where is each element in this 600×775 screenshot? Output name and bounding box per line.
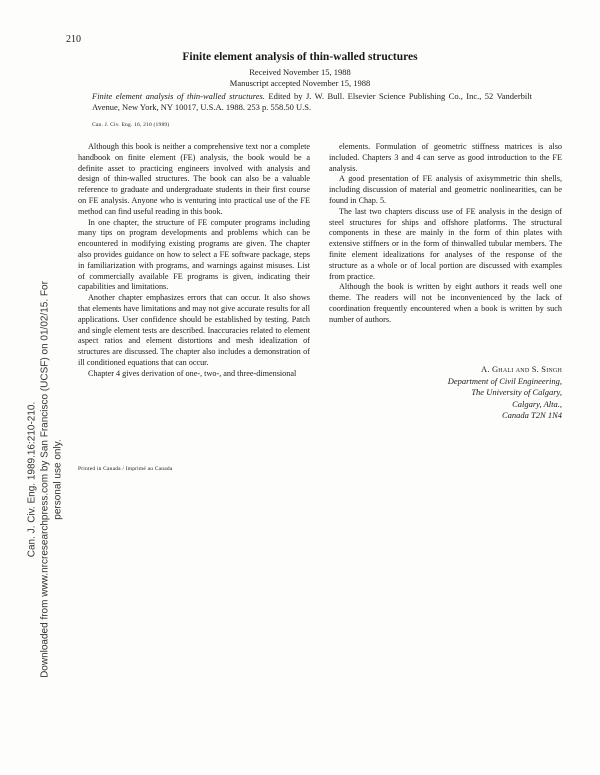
left-column xyxy=(78,142,310,380)
reviewer-department: Department of Civil Engineering, xyxy=(447,375,562,386)
reviewer-names: A. Ghali and S. Singh xyxy=(480,364,562,374)
review-title: Finite element analysis of thin-walled structures xyxy=(182,51,418,63)
accepted-line: Manuscript accepted November 15, 1988 xyxy=(229,77,371,88)
right-column xyxy=(329,142,562,326)
reviewer-country: Canada T2N 1N4 xyxy=(502,410,562,420)
journal-short-citation: Can. J. Civ. Eng. 16, 210 (1989) xyxy=(92,122,170,128)
download-watermark xyxy=(26,270,65,690)
paragraph: Chapter 4 gives derivation of one-, two-, and three-dimensional xyxy=(88,368,297,378)
citation-details: Edited by J. W. Bull. Elsevier Science Publishing Co., Inc., 52 Vanderbilt Avenue, New York, NY 10017, U.S.A. 1988. 253 p. 558.50 U.S. xyxy=(92,91,532,112)
paragraph: A good presentation of FE analysis of axisymmetric thin shells, including discussion of material and geometric nonlinearities, can be found in Chap. 5. xyxy=(329,174,562,205)
paragraph: Another chapter emphasizes errors that can occur. It also shows that elements have limitations and may not give accurate results for all applications. User confidence should be established by testing. Patch and single element tests are described. Inaccuracies related to element aspect ratios and element distortions and mesh idealization of structures are discussed. The chapter also includes a demonstration of ill conditioned equations that can occur. xyxy=(78,293,310,367)
received-line: Received November 15, 1988 xyxy=(249,67,351,77)
watermark-line-download: Downloaded from www.nrcresearchpress.com by San Francisco (UCSF) on 01/02/15. For personal use only. xyxy=(39,281,64,678)
paragraph: In one chapter, the structure of FE computer programs including many tips on program developments and problems which can be encountered in modifying existing programs are given. The chapter also provides guidance on how to select a FE software package, steps in familiarization with programs, and warnings against misuses. List of commercially available FE programs is given, indicating their capabilities and limitations. xyxy=(78,217,310,292)
reviewer-city: Calgary, Alta., xyxy=(512,398,562,409)
paragraph: Although the book is written by eight authors it reads well one theme. The readers will not be inconvenienced by the lack of coordination frequently encountered when a book is written by such number of authors. xyxy=(329,282,562,324)
reviewer-signature xyxy=(380,364,562,422)
book-citation xyxy=(92,91,532,112)
reviewer-university: The University of Calgary, xyxy=(471,387,562,397)
page-number: 210 xyxy=(66,34,81,45)
watermark-line-citation: Can. J. Civ. Eng. 1989.16:210-210. xyxy=(26,401,38,558)
paragraph: Although this book is neither a comprehensive text nor a complete handbook on finite element (FE) analysis, the book would be a definite asset to practicing engineers involved with analysis and design of thin-walled structures. The book can also be a valuable reference to graduate and undergraduate students in their first course on FE analysis. Anyone who is venturing into practical use of the FE method can find useful reading in this book. xyxy=(78,142,310,216)
printed-footnote: Printed in Canada / Imprimé au Canada xyxy=(78,466,173,472)
paragraph: elements. Formulation of geometric stiffness matrices is also included. Chapters 3 and 4 can serve as good introduction to the FE analysis. xyxy=(329,142,562,173)
paragraph: The last two chapters discuss use of FE analysis in the design of steel structures for ships and offshore platforms. The structural components in these are mainly in the form of thin plates with extensive stiffners or in the form of thinwalled tubular members. The finite element idealizations for analyses of the response of the structure as a whole or of local portion are discussed with examples from practice. xyxy=(329,206,562,281)
citation-book-title: Finite element analysis of thin-walled structures. xyxy=(92,91,265,101)
received-dates xyxy=(0,67,600,88)
